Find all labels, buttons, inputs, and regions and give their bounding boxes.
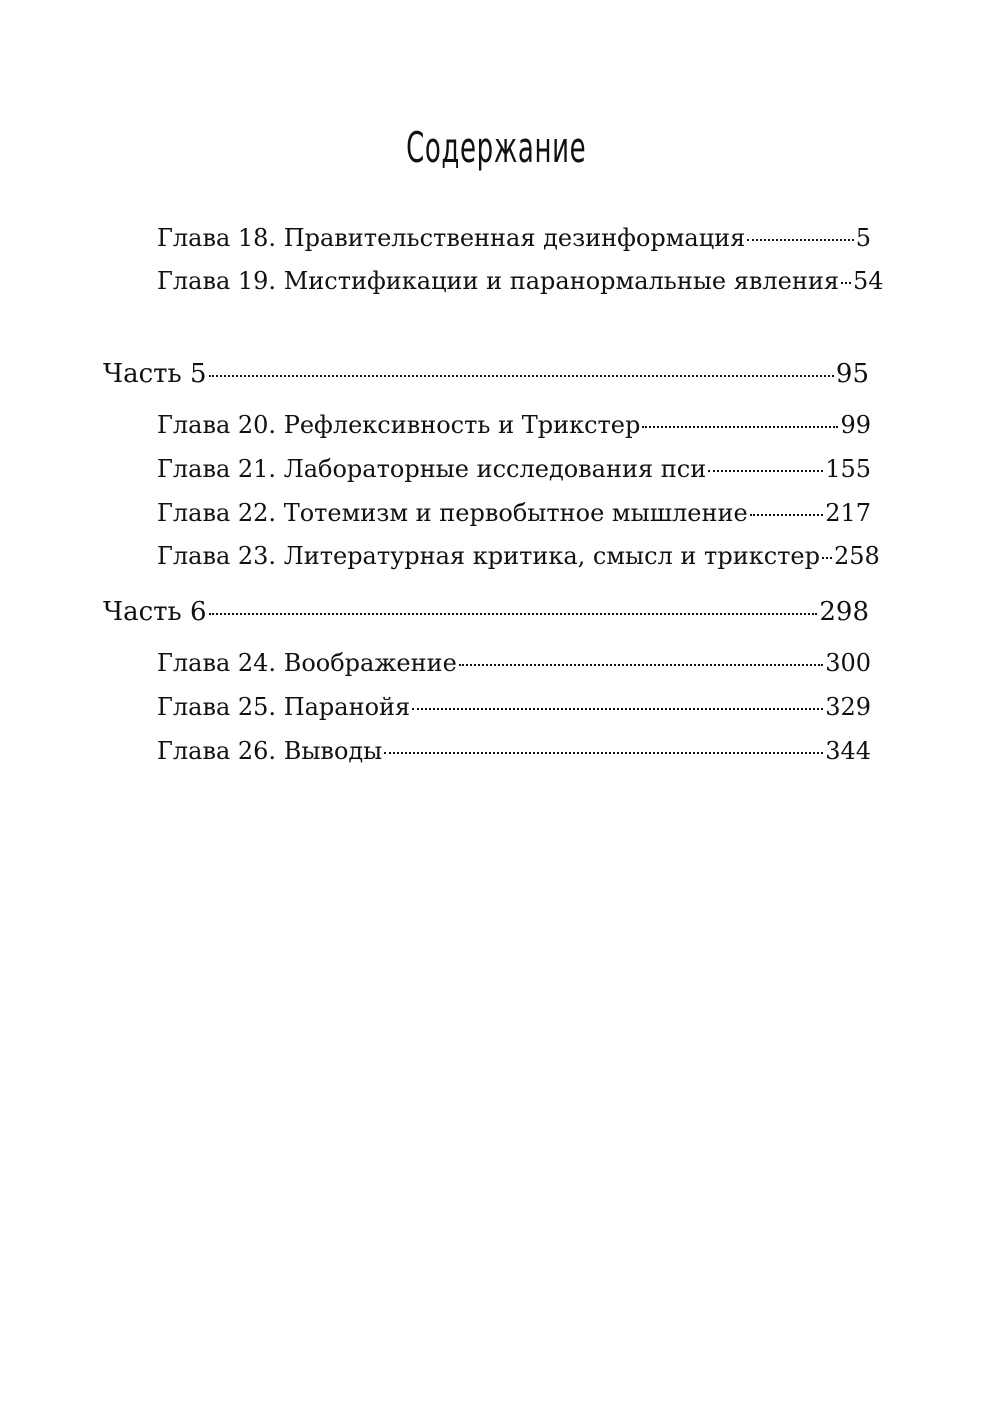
toc-entry-part-5 bbox=[103, 358, 869, 390]
toc-entry-page-number: 258 bbox=[833, 542, 880, 570]
dot-leader bbox=[750, 514, 824, 516]
toc-entry-part-6 bbox=[103, 596, 869, 628]
dot-leader bbox=[412, 708, 823, 710]
toc-entry-label: Глава 22. Тотемизм и первобытное мышление bbox=[157, 499, 748, 527]
toc-entry-chapter-19 bbox=[157, 265, 884, 297]
toc-entry-label: Глава 18. Правительственная дезинформация bbox=[157, 224, 746, 252]
dot-leader bbox=[209, 375, 834, 377]
toc-entry-chapter-21 bbox=[157, 453, 871, 485]
dot-leader bbox=[708, 470, 823, 472]
toc-entry-label: Глава 25. Паранойя bbox=[157, 693, 411, 721]
dot-leader bbox=[642, 426, 838, 428]
dot-leader bbox=[747, 239, 853, 241]
toc-entry-chapter-18 bbox=[157, 222, 871, 254]
toc-entry-chapter-24 bbox=[157, 647, 871, 679]
dot-leader bbox=[822, 557, 832, 559]
toc-entry-label: Часть 6 bbox=[103, 597, 207, 627]
toc-entry-page-number: 99 bbox=[840, 411, 871, 439]
toc-entry-chapter-26 bbox=[157, 735, 871, 767]
toc-entry-chapter-20 bbox=[157, 409, 871, 441]
page-title: Содержание bbox=[406, 123, 587, 172]
dot-leader bbox=[841, 282, 851, 284]
toc-entry-page-number: 5 bbox=[855, 224, 871, 252]
toc-entry-page-number: 344 bbox=[825, 737, 871, 765]
dot-leader bbox=[209, 613, 818, 615]
dot-leader bbox=[459, 664, 823, 666]
toc-entry-page-number: 155 bbox=[825, 455, 871, 483]
toc-entry-chapter-25 bbox=[157, 691, 871, 723]
toc-entry-page-number: 298 bbox=[819, 597, 869, 627]
toc-entry-label: Глава 26. Выводы bbox=[157, 737, 383, 765]
toc-entry-page-number: 217 bbox=[825, 499, 871, 527]
dot-leader bbox=[384, 752, 823, 754]
toc-entry-label: Часть 5 bbox=[103, 359, 207, 389]
toc-entry-chapter-23 bbox=[157, 540, 880, 572]
toc-entry-label: Глава 19. Мистификации и паранормальные явления bbox=[157, 267, 839, 295]
toc-entry-page-number: 54 bbox=[852, 267, 884, 295]
toc-entry-page-number: 329 bbox=[825, 693, 871, 721]
toc-entry-page-number: 300 bbox=[825, 649, 871, 677]
toc-entry-label: Глава 21. Лабораторные исследования пси bbox=[157, 455, 707, 483]
toc-entry-page-number: 95 bbox=[835, 359, 869, 389]
toc-entry-label: Глава 23. Литературная критика, смысл и трикстер bbox=[157, 542, 820, 570]
toc-entry-label: Глава 24. Воображение bbox=[157, 649, 457, 677]
toc-entry-chapter-22 bbox=[157, 497, 871, 529]
toc-entry-label: Глава 20. Рефлексивность и Трикстер bbox=[157, 411, 641, 439]
